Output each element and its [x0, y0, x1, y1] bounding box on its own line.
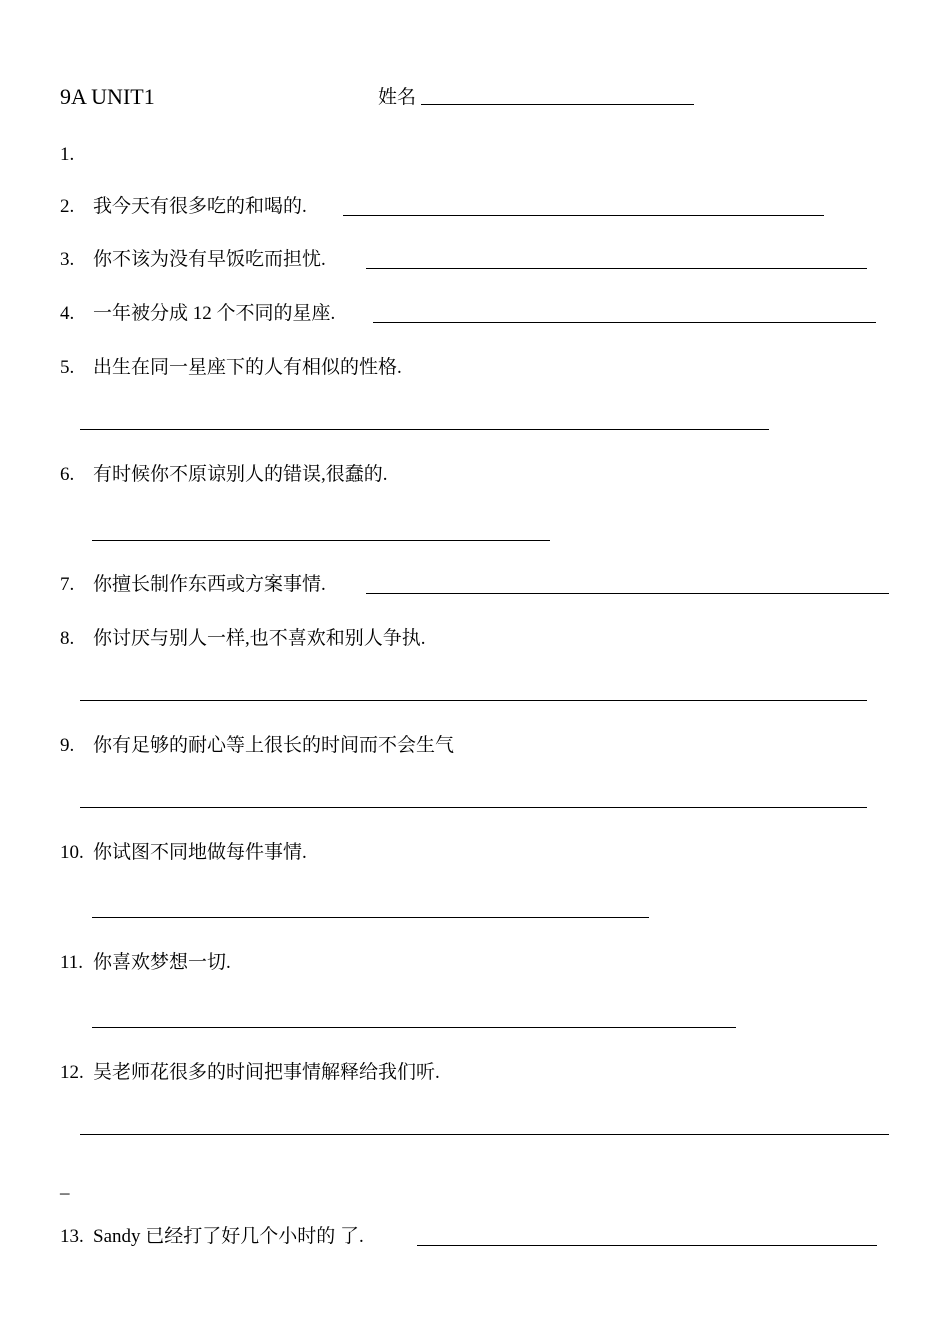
list-item	[60, 463, 388, 487]
list-item	[60, 841, 307, 865]
answer-blank[interactable]	[80, 429, 769, 430]
item-number: 4.	[60, 303, 75, 324]
list-item	[60, 951, 231, 975]
item-number: 12.	[60, 1062, 84, 1083]
item-number: 5.	[60, 357, 75, 378]
answer-blank[interactable]	[92, 540, 550, 541]
answer-blank[interactable]	[80, 1134, 889, 1135]
answer-blank[interactable]	[80, 700, 867, 701]
item-text: 你试图不同地做每件事情.	[93, 842, 307, 863]
answer-blank[interactable]	[417, 1245, 877, 1246]
answer-blank[interactable]	[92, 917, 649, 918]
worksheet-title: 9A UNIT1	[60, 84, 155, 109]
item-text: 你有足够的耐心等上很长的时间而不会生气	[93, 735, 455, 756]
list-item	[60, 356, 402, 380]
item-text: 你喜欢梦想一切.	[93, 952, 231, 973]
list-item	[60, 143, 93, 167]
item-text: 一年被分成 12 个不同的星座.	[93, 303, 336, 324]
item-text: 有时候你不原谅别人的错误,很蠢的.	[93, 464, 388, 485]
name-label: 姓名	[378, 87, 417, 108]
list-item	[60, 734, 454, 758]
answer-blank[interactable]	[80, 807, 867, 808]
list-item	[60, 248, 326, 272]
item-number: 11.	[60, 952, 84, 973]
item-number: 6.	[60, 464, 75, 485]
answer-blank[interactable]	[366, 268, 867, 269]
answer-blank[interactable]	[373, 322, 876, 323]
list-item	[60, 1061, 440, 1085]
answer-blank[interactable]	[343, 215, 824, 216]
item-number: 8.	[60, 628, 75, 649]
list-item	[60, 627, 426, 651]
item-text: 你擅长制作东西或方案事情.	[93, 574, 326, 595]
item-number: 3.	[60, 249, 75, 270]
item-text: Sandy 已经打了好几个小时的 了.	[93, 1226, 364, 1247]
stray-underscore: _	[60, 1176, 70, 1197]
item-number: 1.	[60, 144, 75, 165]
item-text: 出生在同一星座下的人有相似的性格.	[93, 357, 402, 378]
item-number: 9.	[60, 735, 75, 756]
item-number: 7.	[60, 574, 75, 595]
item-text: 吴老师花很多的时间把事情解释给我们听.	[93, 1062, 440, 1083]
list-item	[60, 302, 335, 326]
name-blank[interactable]	[421, 104, 694, 105]
list-item	[60, 1225, 364, 1249]
item-text: 你不该为没有早饭吃而担忧.	[93, 249, 326, 270]
item-number: 2.	[60, 196, 75, 217]
list-item	[60, 573, 326, 597]
item-number: 10.	[60, 842, 84, 863]
item-text: 你讨厌与别人一样,也不喜欢和别人争执.	[93, 628, 426, 649]
answer-blank[interactable]	[92, 1027, 736, 1028]
answer-blank[interactable]	[366, 593, 889, 594]
item-number: 13.	[60, 1226, 84, 1247]
list-item	[60, 195, 307, 219]
item-text: 我今天有很多吃的和喝的.	[93, 196, 307, 217]
